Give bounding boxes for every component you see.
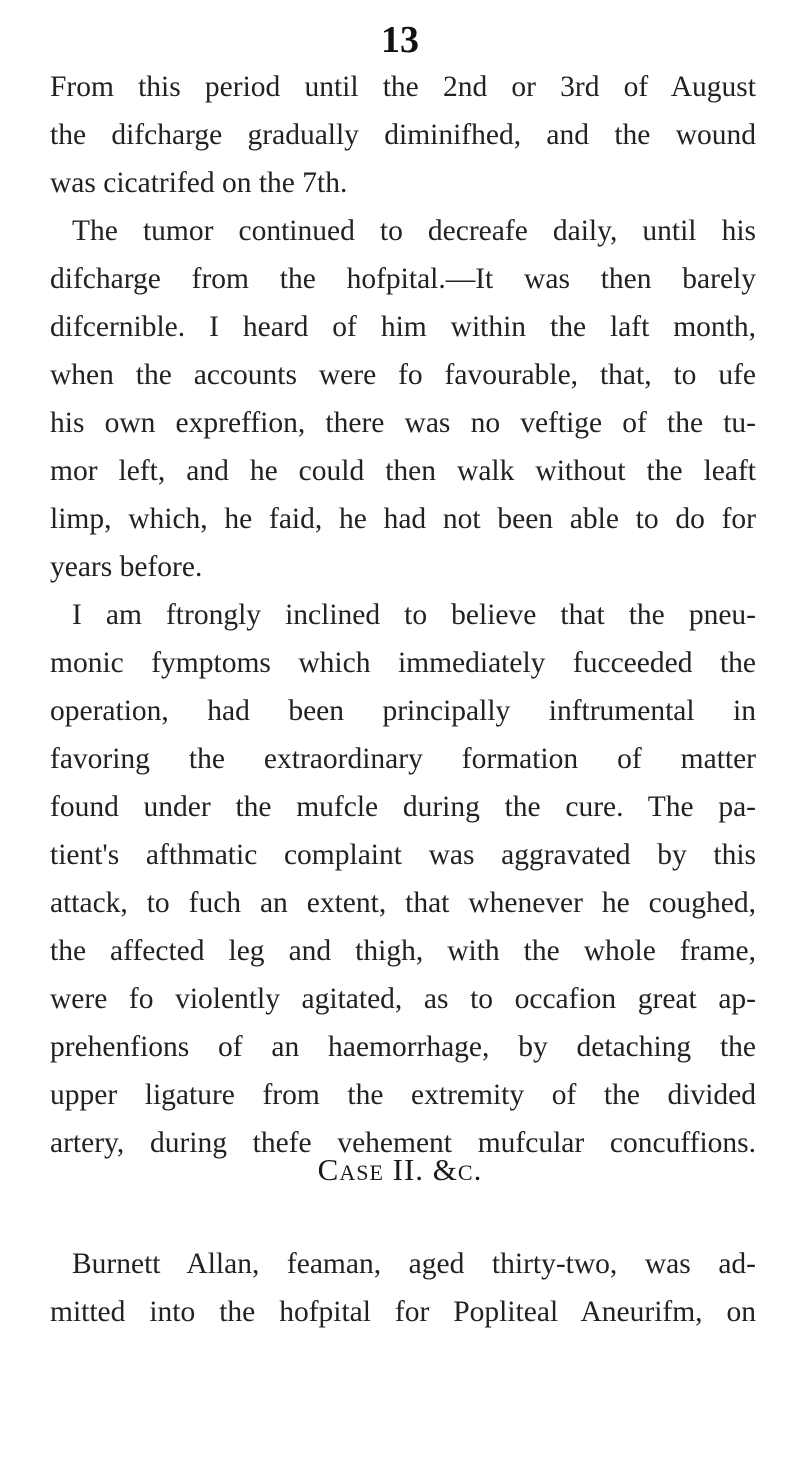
text-line: monic fymptoms which immediately fucceeded the	[50, 647, 756, 679]
text-line: From this period until the 2nd or 3rd of August	[50, 71, 756, 103]
case-heading-text: Case II. &c.	[317, 1152, 483, 1187]
page-number: 13	[381, 19, 419, 61]
text-line: Burnett Allan, feaman, aged thirty-two, was ad-	[72, 1248, 756, 1280]
text-line: limp, which, he faid, he had not been able to do for	[50, 503, 756, 535]
text-line: mitted into the hofpital for Popliteal Aneurifm, on	[50, 1296, 756, 1328]
text-line: found under the mufcle during the cure. The pa-	[50, 791, 756, 823]
text-line: attack, to fuch an extent, that whenever he coughed,	[50, 887, 756, 919]
text-line: the difcharge gradually diminifhed, and the wound	[50, 119, 756, 151]
text-line: were fo violently agitated, as to occafion great ap-	[50, 983, 756, 1015]
text-line: his own expreffion, there was no veftige of the tu-	[50, 407, 756, 439]
text-line: difcernible. I heard of him within the laft month,	[50, 311, 756, 343]
case-heading	[0, 1152, 800, 1188]
text-line: artery, during thefe vehement mufcular concuffions.	[50, 1127, 756, 1159]
text-line: years before.	[50, 551, 203, 583]
text-line: The tumor continued to decreafe daily, until his	[72, 215, 756, 247]
text-line: mor left, and he could then walk without the leaft	[50, 455, 756, 487]
text-line: upper ligature from the extremity of the divided	[50, 1079, 756, 1111]
text-line: was cicatrifed on the 7th.	[50, 167, 348, 199]
text-line: favoring the extraordinary formation of matter	[50, 743, 756, 775]
text-line: tient's afthmatic complaint was aggravated by this	[50, 839, 756, 871]
text-line: prehenfions of an haemorrhage, by detaching the	[50, 1031, 756, 1063]
text-line: the affected leg and thigh, with the whole frame,	[50, 935, 756, 967]
text-line: I am ftrongly inclined to believe that the pneu-	[72, 599, 756, 631]
text-line: difcharge from the hofpital.—It was then barely	[50, 263, 756, 295]
text-line: when the accounts were fo favourable, that, to ufe	[50, 359, 756, 391]
text-line: operation, had been principally inftrumental in	[50, 695, 756, 727]
